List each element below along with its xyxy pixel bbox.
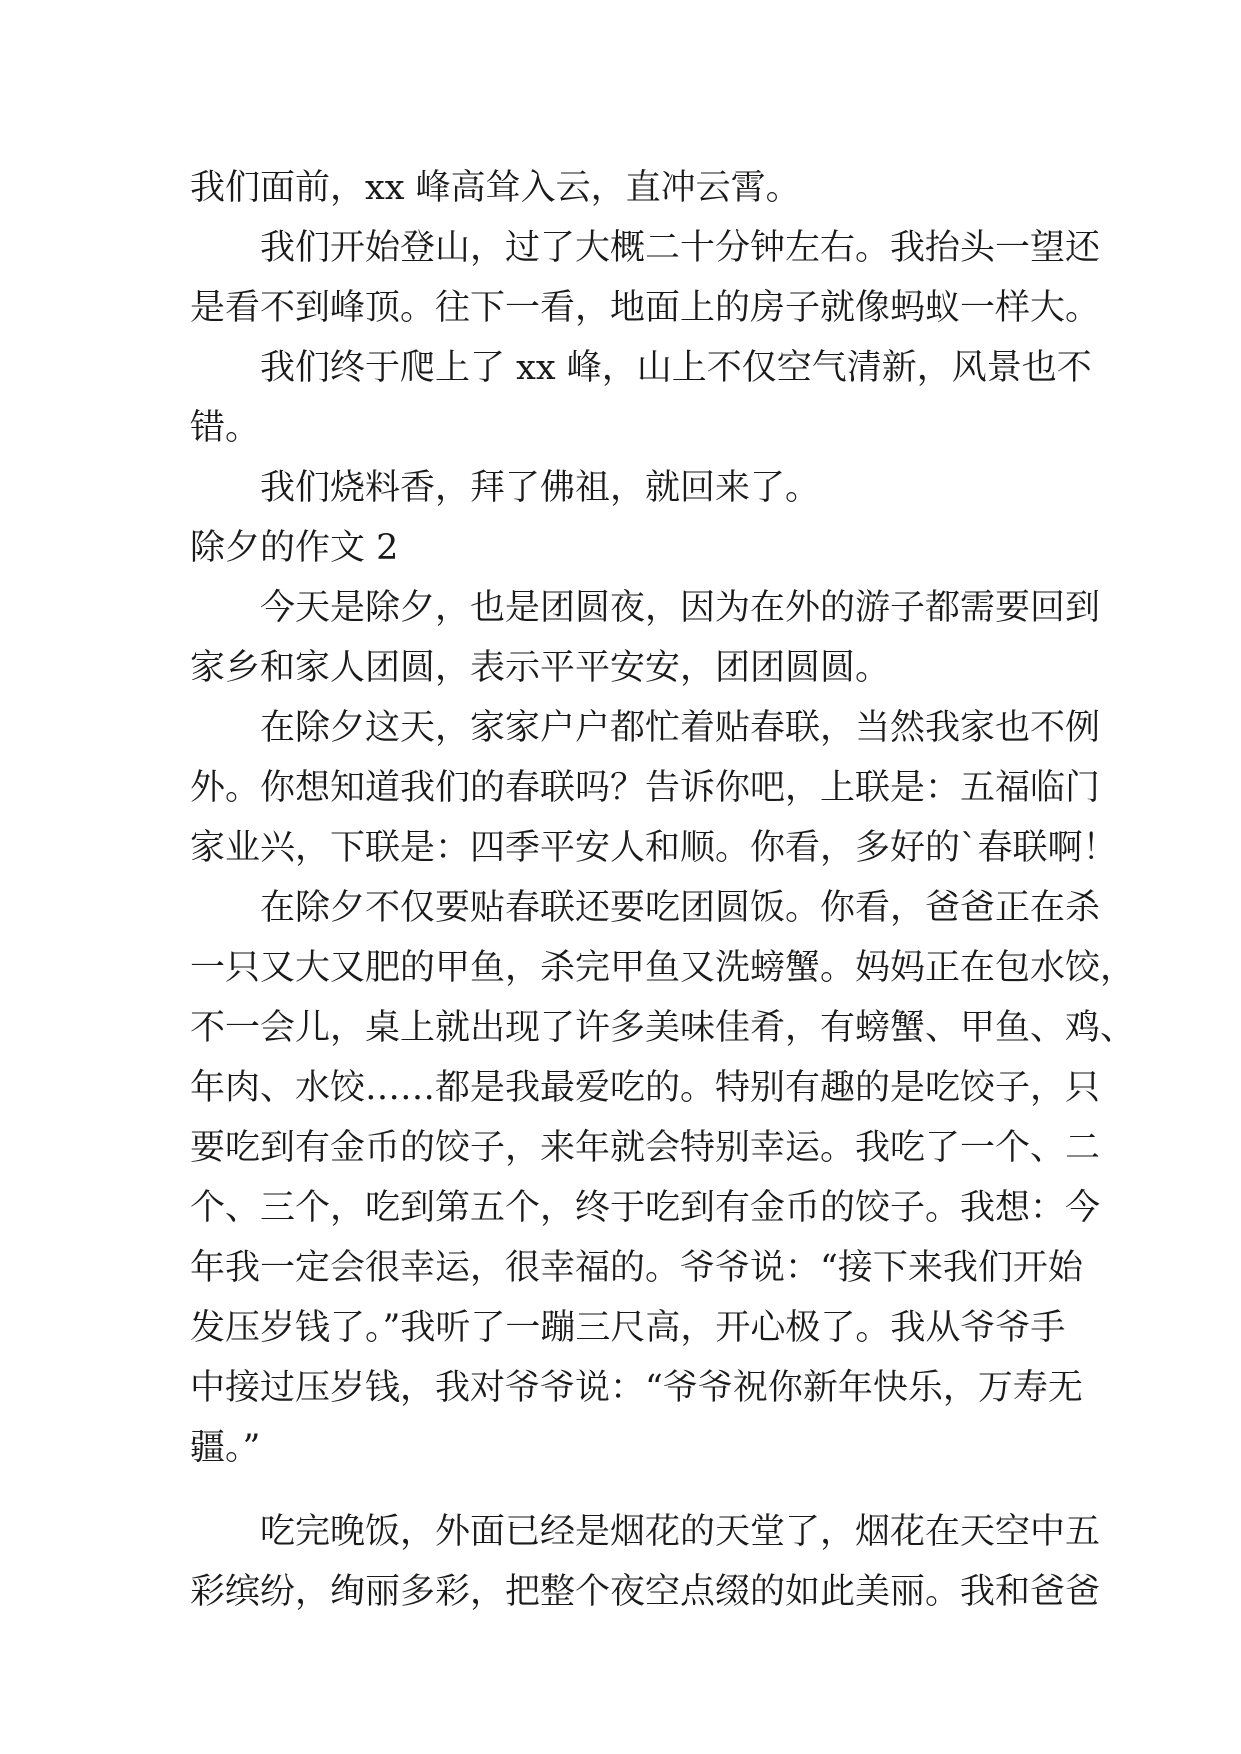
text-line: 是看不到峰顶。往下一看，地面上的房子就像蚂蚁一样大。: [190, 288, 1101, 328]
section-heading: 除夕的作文 2: [190, 528, 399, 568]
text-line: 外。你想知道我们的春联吗？告诉你吧，上联是：五福临门: [190, 768, 1101, 808]
text-line: 家业兴，下联是：四季平安人和顺。你看，多好的`春联啊！: [190, 828, 1118, 868]
text-line: 在除夕这天，家家户户都忙着贴春联，当然我家也不例: [260, 708, 1101, 748]
text-line: 疆。”: [190, 1428, 261, 1468]
text-line: 不一会儿，桌上就出现了许多美味佳肴，有螃蟹、甲鱼、鸡、: [190, 1008, 1136, 1048]
text-line: 吃完晚饭，外面已经是烟花的天堂了，烟花在天空中五: [260, 1512, 1101, 1552]
document-body: [190, 158, 1136, 1622]
text-line: 年肉、水饺……都是我最爱吃的。特别有趣的是吃饺子，只: [190, 1068, 1101, 1108]
text-line: 个、三个，吃到第五个，终于吃到有金币的饺子。我想：今: [190, 1188, 1101, 1228]
text-line: 一只又大又肥的甲鱼，杀完甲鱼又洗螃蟹。妈妈正在包水饺，: [190, 948, 1136, 988]
text-line: 今天是除夕，也是团圆夜，因为在外的游子都需要回到: [260, 588, 1101, 628]
text-line: 彩缤纷，绚丽多彩，把整个夜空点缀的如此美丽。我和爸爸: [190, 1572, 1101, 1612]
text-line: 发压岁钱了。”我听了一蹦三尺高，开心极了。我从爷爷手: [190, 1308, 1066, 1348]
text-line: 我们面前，xx 峰高耸入云，直冲云霄。: [190, 168, 801, 208]
text-line: 在除夕不仅要贴春联还要吃团圆饭。你看，爸爸正在杀: [260, 888, 1101, 928]
text-line: 年我一定会很幸运，很幸福的。爷爷说：“接下来我们开始: [190, 1248, 1083, 1288]
paragraph-gap: [190, 1478, 1070, 1502]
text-line: 中接过压岁钱，我对爷爷说：“爷爷祝你新年快乐，万寿无: [190, 1368, 1083, 1408]
text-line: 要吃到有金币的饺子，来年就会特别幸运。我吃了一个、二: [190, 1128, 1101, 1168]
text-line: 我们终于爬上了 xx 峰，山上不仅空气清新，风景也不: [260, 348, 1092, 388]
text-line: 我们烧料香，拜了佛祖，就回来了。: [260, 468, 821, 508]
text-line: 我们开始登山，过了大概二十分钟左右。我抬头一望还: [260, 228, 1101, 268]
text-line: 错。: [190, 408, 261, 448]
text-line: 家乡和家人团圆，表示平平安安，团团圆圆。: [190, 648, 891, 688]
